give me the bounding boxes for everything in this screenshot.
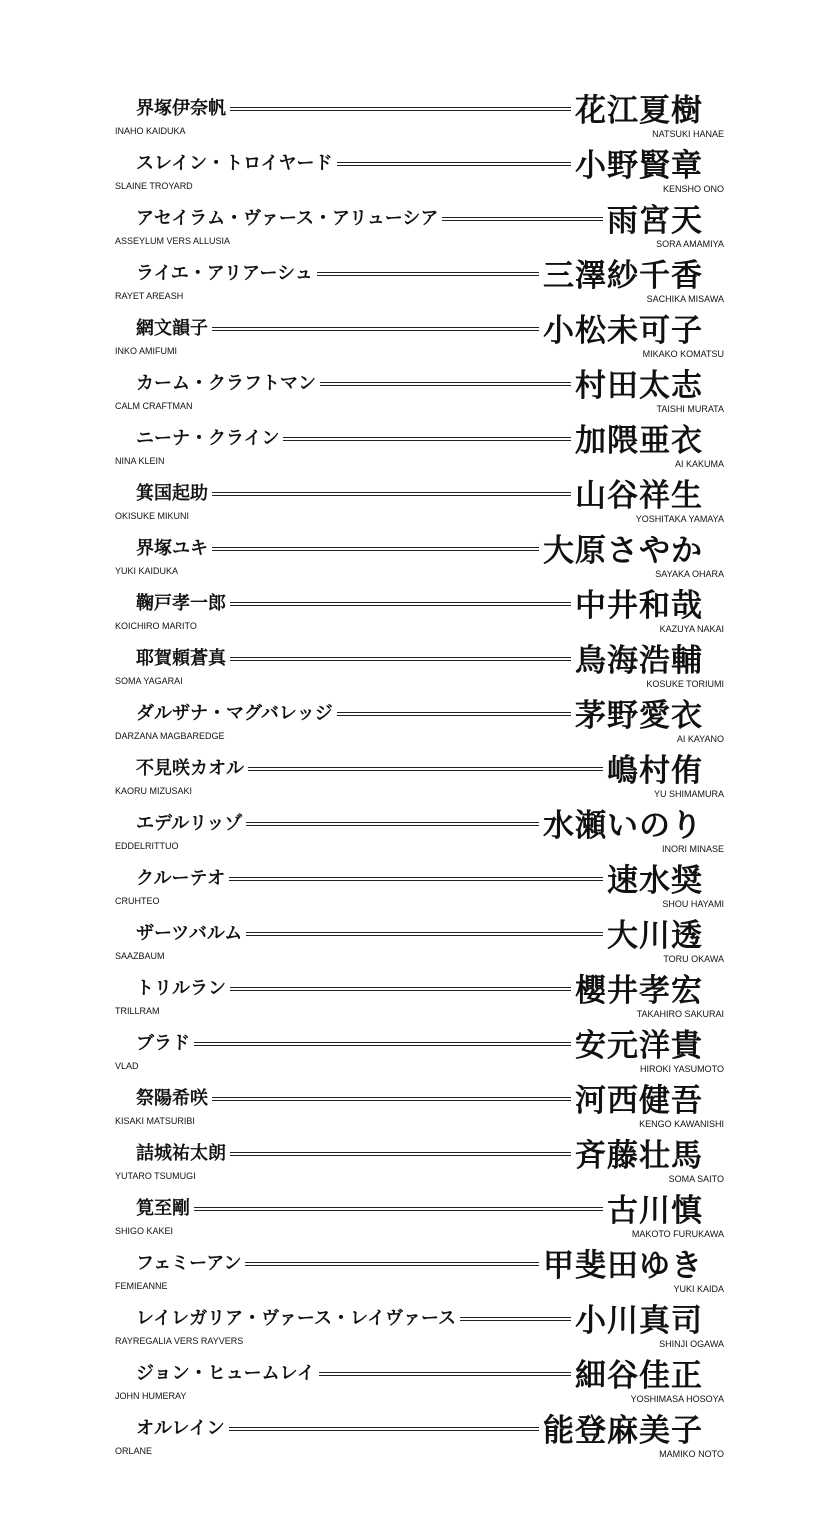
actor-name-en: MAMIKO NOTO [659,1449,724,1459]
cast-row [0,423,840,478]
connector-line [245,1262,539,1266]
cast-row [0,1248,840,1303]
cast-row [0,588,840,643]
character-name-en: DARZANA MAGBAREDGE [115,731,225,741]
character-name-en: KISAKI MATSURIBI [115,1116,195,1126]
actor-name-jp: 櫻井孝宏 [575,973,703,1009]
character-name-jp: ライエ・アリアーシュ [136,263,313,284]
cast-row [0,753,840,808]
character-name-en: RAYET AREASH [115,291,184,301]
connector-line [229,1427,539,1431]
actor-name-jp: 嶋村侑 [607,753,703,789]
actor-name-jp: 細谷佳正 [575,1358,703,1394]
cast-row [0,1028,840,1083]
connector-line [212,547,539,551]
cast-row [0,1083,840,1138]
connector-line [248,767,603,771]
character-name-en: JOHN HUMERAY [115,1391,187,1401]
character-name-en: YUKI KAIDUKA [115,566,179,576]
cast-row [0,643,840,698]
character-name-jp: クルーテオ [136,868,226,889]
character-name-jp: フェミーアン [136,1253,242,1274]
actor-name-en: AI KAYANO [676,734,724,744]
connector-line [460,1317,571,1321]
cast-row [0,808,840,863]
actor-name-en: AI KAKUMA [674,459,724,469]
actor-name-en: SORA AMAMIYA [656,239,724,249]
actor-name-en: TAISHI MURATA [656,404,724,414]
character-name-en: SLAINE TROYARD [115,181,193,191]
connector-line [229,877,603,881]
character-name-jp: ジョン・ヒュームレイ [136,1363,315,1384]
connector-line [212,492,571,496]
connector-line [320,382,571,386]
connector-line [337,162,571,166]
actor-name-en: KENGO KAWANISHI [639,1119,724,1129]
character-name-jp: アセイラム・ヴァース・アリューシア [136,208,439,229]
character-name-jp: ブラド [136,1033,190,1054]
actor-name-en: HIROKI YASUMOTO [639,1064,724,1074]
actor-name-jp: 小川真司 [575,1303,703,1339]
character-name-jp: ニーナ・クライン [136,428,280,449]
connector-line [283,437,571,441]
character-name-en: INAHO KAIDUKA [115,126,186,136]
actor-name-en: MIKAKO KOMATSU [642,349,724,359]
cast-row [0,863,840,918]
connector-line [212,1097,571,1101]
actor-name-jp: 小野賢章 [575,148,703,184]
character-name-jp: カーム・クラフトマン [136,373,316,394]
character-name-jp: オルレイン [136,1418,225,1439]
actor-name-en: YOSHIMASA HOSOYA [630,1394,724,1404]
actor-name-jp: 山谷祥生 [575,478,703,514]
actor-name-jp: 小松未可子 [543,313,703,349]
cast-row [0,203,840,258]
actor-name-jp: 中井和哉 [575,588,703,624]
connector-line [230,602,571,606]
cast-row [0,148,840,203]
character-name-jp: 耶賀頼蒼真 [136,648,226,669]
actor-name-jp: 古川慎 [607,1193,703,1229]
character-name-jp: 鞠戸孝一郎 [136,593,226,614]
actor-name-en: YOSHITAKA YAMAYA [635,514,724,524]
character-name-en: INKO AMIFUMI [115,346,178,356]
actor-name-en: SACHIKA MISAWA [646,294,724,304]
actor-name-en: YU SHIMAMURA [653,789,724,799]
connector-line [230,987,571,991]
character-name-jp: 不見咲カオル [136,758,244,779]
actor-name-jp: 大原さやか [543,533,703,569]
cast-row [0,368,840,423]
connector-line [337,712,571,716]
character-name-en: EDDELRITTUO [115,841,179,851]
cast-row [0,478,840,533]
character-name-en: VLAD [115,1061,139,1071]
actor-name-jp: 花江夏樹 [575,93,703,129]
character-name-jp: 箕国起助 [136,483,208,504]
actor-name-jp: 速水奨 [607,863,703,899]
character-name-jp: 網文韻子 [136,318,208,339]
character-name-en: YUTARO TSUMUGI [115,1171,196,1181]
connector-line [212,327,539,331]
character-name-en: TRILLRAM [115,1006,160,1016]
actor-name-jp: 大川透 [607,918,703,954]
character-name-en: KAORU MIZUSAKI [115,786,193,796]
actor-name-en: TAKAHIRO SAKURAI [636,1009,724,1019]
actor-name-jp: 村田太志 [575,368,703,404]
character-name-jp: 祭陽希咲 [136,1088,208,1109]
connector-line [319,1372,571,1376]
cast-row [0,918,840,973]
character-name-jp: 詰城祐太朗 [136,1143,226,1164]
character-name-en: CALM CRAFTMAN [115,401,193,411]
cast-row [0,93,840,148]
connector-line [442,217,603,221]
actor-name-jp: 茅野愛衣 [575,698,703,734]
cast-row [0,533,840,588]
actor-name-jp: 能登麻美子 [543,1413,703,1449]
character-name-en: OKISUKE MIKUNI [115,511,190,521]
connector-line [194,1207,603,1211]
cast-row [0,1413,840,1468]
cast-row [0,1193,840,1248]
actor-name-jp: 雨宮天 [607,203,703,239]
cast-row [0,1303,840,1358]
actor-name-jp: 安元洋貴 [575,1028,703,1064]
actor-name-en: INORI MINASE [661,844,724,854]
actor-name-en: KOSUKE TORIUMI [646,679,724,689]
cast-list [0,93,840,1468]
character-name-en: SHIGO KAKEI [115,1226,174,1236]
character-name-en: ASSEYLUM VERS ALLUSIA [115,236,231,246]
actor-name-en: MAKOTO FURUKAWA [631,1229,724,1239]
character-name-jp: エデルリッゾ [136,813,243,834]
character-name-en: FEMIEANNE [115,1281,168,1291]
actor-name-en: TORU OKAWA [663,954,724,964]
connector-line [194,1042,571,1046]
character-name-jp: ダルザナ・マグバレッジ [136,703,333,724]
actor-name-en: NATSUKI HANAE [652,129,724,139]
actor-name-en: SHINJI OGAWA [659,1339,724,1349]
connector-line [317,272,539,276]
character-name-en: SOMA YAGARAI [115,676,183,686]
cast-row [0,698,840,753]
actor-name-en: KAZUYA NAKAI [659,624,724,634]
connector-line [230,107,571,111]
character-name-en: KOICHIRO MARITO [115,621,197,631]
character-name-en: SAAZBAUM [115,951,165,961]
cast-row [0,1358,840,1413]
actor-name-jp: 加隈亜衣 [575,423,703,459]
actor-name-jp: 斉藤壮馬 [575,1138,703,1174]
cast-row [0,973,840,1028]
actor-name-en: KENSHO ONO [662,184,724,194]
actor-name-en: SHOU HAYAMI [662,899,724,909]
actor-name-en: SAYAKA OHARA [655,569,724,579]
connector-line [246,822,539,826]
connector-line [246,932,603,936]
character-name-en: CRUHTEO [115,896,160,906]
character-name-jp: ザーツバルム [136,923,243,944]
connector-line [230,657,571,661]
actor-name-jp: 三澤紗千香 [543,258,703,294]
actor-name-jp: 甲斐田ゆき [543,1248,703,1284]
character-name-jp: 筧至剛 [136,1198,190,1219]
actor-name-jp: 水瀬いのり [543,808,703,844]
character-name-jp: スレイン・トロイヤード [136,153,333,174]
connector-line [230,1152,571,1156]
character-name-jp: 界塚伊奈帆 [136,98,226,119]
character-name-en: ORLANE [115,1446,153,1456]
character-name-jp: 界塚ユキ [136,538,208,559]
character-name-en: RAYREGALIA VERS RAYVERS [115,1336,244,1346]
character-name-jp: トリルラン [136,978,226,999]
actor-name-jp: 河西健吾 [575,1083,703,1119]
cast-row [0,1138,840,1193]
actor-name-en: YUKI KAIDA [673,1284,724,1294]
cast-row [0,258,840,313]
character-name-jp: レイレガリア・ヴァース・レイヴァース [136,1308,457,1329]
actor-name-jp: 鳥海浩輔 [575,643,703,679]
cast-row [0,313,840,368]
character-name-en: NINA KLEIN [115,456,165,466]
actor-name-en: SOMA SAITO [668,1174,724,1184]
